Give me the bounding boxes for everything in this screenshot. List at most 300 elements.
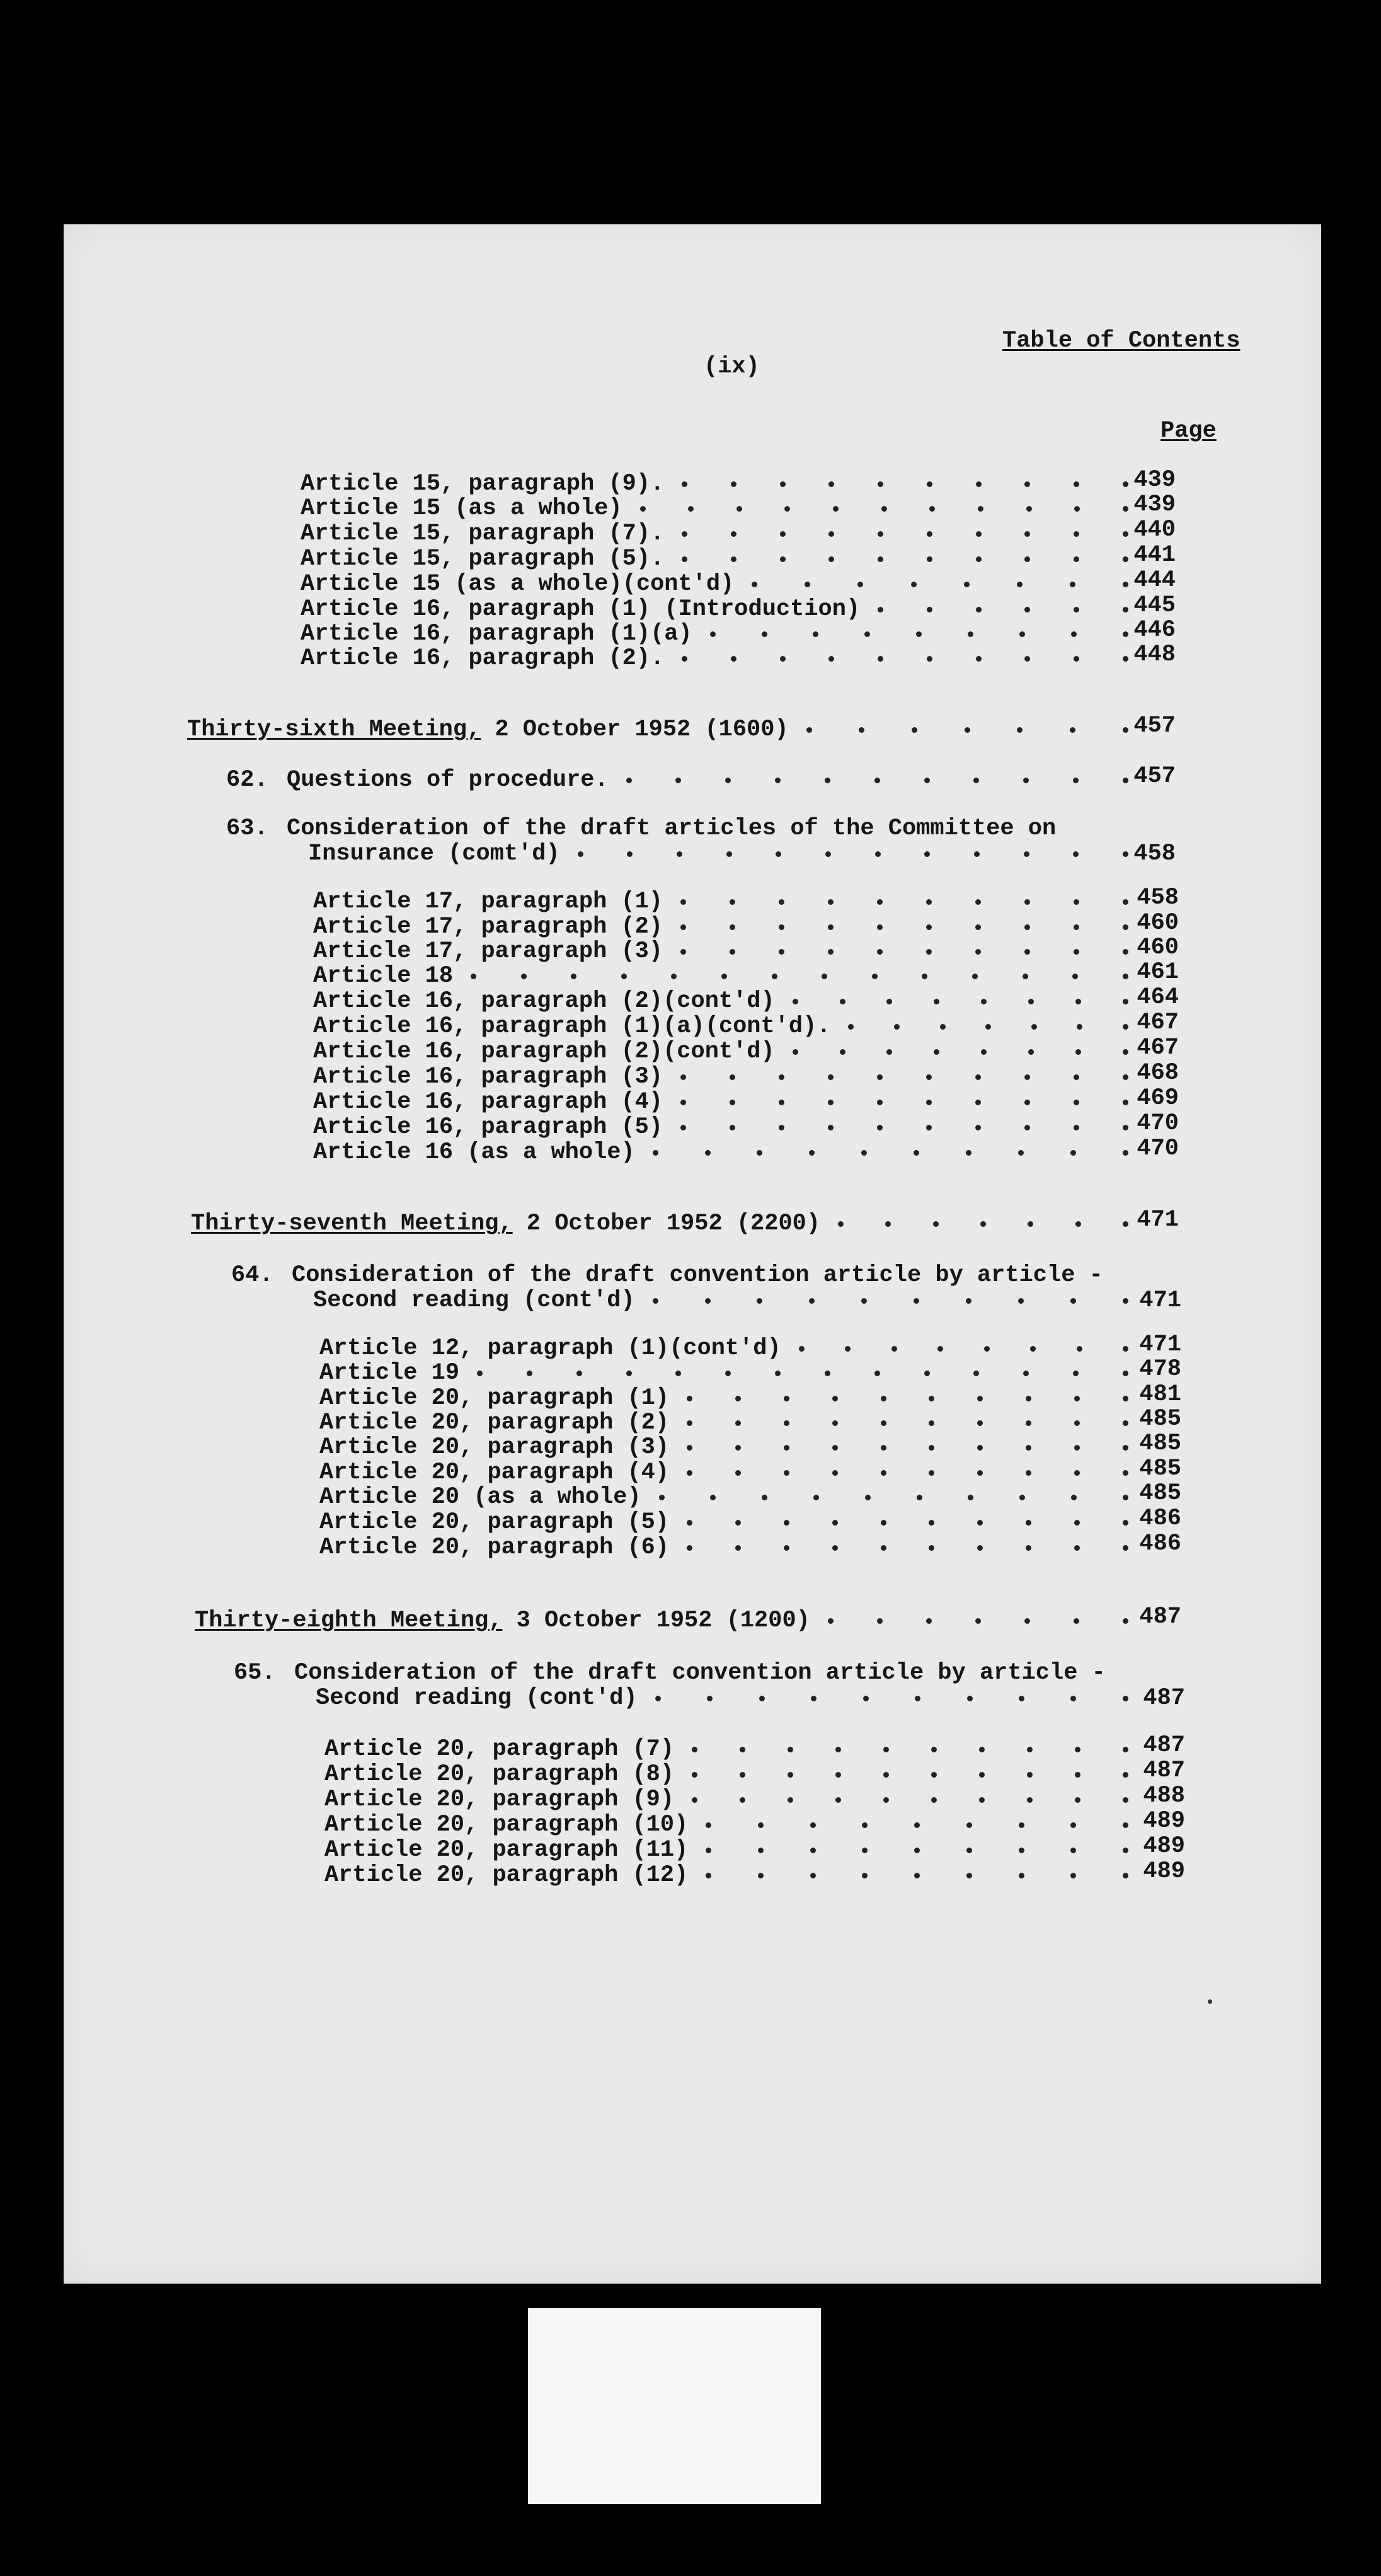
leader-dot (1074, 656, 1079, 662)
leader-dot (926, 1618, 932, 1624)
leader-dot (1031, 1024, 1037, 1030)
leader-dot (735, 1420, 741, 1426)
leader-dot (835, 1772, 841, 1778)
leader-dot (881, 1520, 886, 1526)
leader-dot (675, 1371, 681, 1376)
leader-dot (973, 1371, 979, 1376)
page-ref: 468 (1137, 1060, 1179, 1086)
leader-dot (682, 531, 687, 537)
dot-leader (687, 1386, 1128, 1411)
article-entry-text: Article 20, paragraph (2) (319, 1410, 670, 1436)
page-ref: 485 (1139, 1456, 1181, 1482)
dot-leader (680, 1090, 1128, 1115)
leader-dot (966, 1848, 972, 1853)
item-number: 62. (226, 767, 268, 793)
leader-dot (725, 778, 731, 783)
leader-dot (692, 1797, 697, 1803)
page-ref: 489 (1143, 1808, 1185, 1834)
page-ref: 478 (1139, 1356, 1181, 1383)
leader-dot (832, 1470, 838, 1476)
dot-leader (828, 1608, 1128, 1633)
leader-dot (878, 607, 883, 612)
page-ref: 487 (1143, 1732, 1185, 1759)
article-entry-text: Article 20, paragraph (4) (319, 1459, 670, 1486)
meeting-title: Thirty-seventh Meeting, (191, 1210, 513, 1237)
leader-dot (927, 481, 932, 487)
leader-dot (891, 1346, 897, 1352)
leader-dot (1074, 1618, 1079, 1624)
leader-dot (687, 1520, 692, 1526)
leader-dot (828, 949, 834, 955)
leader-dot (878, 481, 883, 487)
leader-dot (758, 1822, 764, 1828)
leader-dot (877, 899, 883, 905)
leader-dot (838, 1221, 844, 1227)
leader-dot (977, 1445, 983, 1451)
leader-dot (885, 1221, 891, 1227)
article-entry-text: Article 20, paragraph (8) (324, 1761, 675, 1788)
article-entry-text: Article 20, paragraph (12) (324, 1862, 689, 1889)
leader-dot (1027, 1747, 1033, 1752)
leader-dot (688, 506, 694, 512)
page-ref: 439 (1133, 492, 1176, 518)
leader-dot (779, 924, 784, 930)
leader-dot (706, 1873, 711, 1878)
leader-dot (975, 949, 981, 955)
leader-dot (576, 1371, 582, 1376)
leader-dot (863, 1696, 869, 1701)
leader-dot (1019, 1873, 1024, 1878)
leader-dot (627, 851, 633, 857)
leader-dot (736, 506, 742, 512)
leader-dot (1024, 949, 1030, 955)
leader-dot (1074, 1470, 1080, 1476)
leader-dot (687, 1396, 692, 1401)
article-entry-text: Article 20, paragraph (5) (319, 1509, 670, 1536)
dot-leader (471, 963, 1128, 989)
leader-dot (775, 778, 781, 783)
leader-dot (878, 531, 883, 537)
leader-dot (762, 1495, 767, 1500)
leader-dot (912, 727, 917, 733)
leader-dot (877, 1618, 883, 1624)
article-entry-text: Article 16, paragraph (2). (301, 645, 665, 672)
leader-dot (740, 1747, 745, 1752)
dot-leader (626, 768, 1128, 793)
leader-dot (788, 1772, 793, 1778)
item-text: Questions of procedure. (287, 767, 609, 793)
leader-dot (687, 1545, 692, 1551)
leader-dot (926, 899, 932, 905)
leader-dot (927, 556, 932, 562)
leader-dot (929, 1545, 934, 1551)
leader-dot (477, 1371, 483, 1376)
page-ref: 440 (1133, 517, 1176, 543)
leader-dot (640, 506, 646, 512)
leader-dot (929, 1420, 934, 1426)
leader-dot (1024, 924, 1030, 930)
article-entry-text: Article 15, paragraph (7). (301, 520, 665, 547)
dot-leader (659, 1485, 1128, 1510)
article-entry-text: Article 15 (as a whole)(cont'd) (301, 571, 735, 597)
leader-dot (1027, 1772, 1033, 1778)
leader-dot (757, 1298, 762, 1304)
leader-dot (735, 1445, 741, 1451)
leader-dot (735, 1470, 741, 1476)
leader-dot (933, 1221, 939, 1227)
leader-dot (1075, 1221, 1081, 1227)
leader-dot (966, 1873, 972, 1878)
article-entry-text: Article 15, paragraph (9). (301, 471, 665, 497)
leader-dot (886, 999, 892, 1004)
page-ref: 485 (1139, 1480, 1181, 1507)
page-ref: 460 (1137, 910, 1179, 936)
leader-dot (730, 1125, 735, 1130)
leader-dot (1074, 607, 1079, 612)
leader-dot (731, 556, 736, 562)
leader-dot (571, 974, 576, 979)
dot-leader (706, 1863, 1128, 1888)
page-ref: 488 (1143, 1783, 1185, 1809)
leader-dot (788, 1797, 793, 1803)
leader-dot (1026, 1445, 1031, 1451)
leader-dot (832, 1420, 838, 1426)
leader-dot (825, 851, 831, 857)
leader-dot (730, 949, 735, 955)
dot-leader (680, 914, 1128, 940)
leader-dot (1019, 1495, 1025, 1500)
leader-dot (1018, 1150, 1024, 1156)
article-entry-text: Article 16, paragraph (3) (313, 1064, 663, 1090)
page-ref: 487 (1143, 1685, 1185, 1711)
leader-dot (914, 1150, 919, 1156)
page-ref: 441 (1133, 542, 1176, 568)
leader-dot (878, 556, 883, 562)
leader-dot (979, 1772, 985, 1778)
leader-dot (1026, 1420, 1031, 1426)
leader-dot (934, 999, 939, 1004)
leader-dot (1070, 1298, 1076, 1304)
leader-dot (731, 481, 736, 487)
leader-dot (775, 1371, 781, 1376)
leader-dot (1019, 1696, 1024, 1701)
leader-dot (883, 1772, 889, 1778)
leader-dot (828, 1074, 834, 1080)
leader-dot (730, 1100, 735, 1105)
leader-dot (735, 1545, 741, 1551)
leader-dot (1074, 1545, 1080, 1551)
leader-dot (926, 1125, 932, 1130)
item-text: Consideration of the draft convention article by article - (292, 1262, 1103, 1289)
page-ref: 458 (1133, 841, 1176, 867)
leader-dot (784, 1396, 789, 1401)
leader-dot (881, 506, 887, 512)
leader-dot (730, 924, 735, 930)
leader-dot (1024, 1100, 1030, 1105)
meeting-date: 3 October 1952 (1200) (502, 1607, 810, 1634)
leader-dot (1024, 1618, 1030, 1624)
dot-leader (799, 1336, 1128, 1361)
leader-dot (929, 1445, 934, 1451)
meeting-title: Thirty-sixth Meeting, (187, 716, 481, 743)
leader-dot (1073, 778, 1079, 783)
leader-dot (979, 1797, 985, 1803)
leader-dot (1024, 531, 1030, 537)
paper-speck (1208, 1999, 1212, 2004)
page-ref: 485 (1139, 1406, 1181, 1432)
page-ref: 448 (1133, 641, 1176, 668)
leader-dot (784, 1420, 789, 1426)
leader-dot (976, 656, 982, 662)
leader-dot (1072, 974, 1078, 979)
leader-dot (793, 999, 798, 1004)
leader-dot (937, 1346, 943, 1352)
leader-dot (927, 531, 932, 537)
leader-dot (784, 1470, 789, 1476)
leader-dot (1070, 1822, 1076, 1828)
leader-dot (1017, 727, 1023, 733)
dot-leader (687, 1460, 1128, 1485)
page-ref: 445 (1133, 592, 1176, 619)
leader-dot (931, 1797, 937, 1803)
meeting-date: 2 October 1952 (2200) (512, 1210, 821, 1237)
leader-dot (835, 1797, 841, 1803)
page-ref: 485 (1139, 1430, 1181, 1457)
leader-dot (825, 778, 830, 783)
article-entry-text: Article 20, paragraph (3) (319, 1434, 670, 1461)
leader-dot (1074, 899, 1079, 905)
leader-dot (975, 924, 981, 930)
leader-dot (810, 1848, 816, 1853)
leader-dot (726, 851, 732, 857)
article-entry-text: Article 20 (as a whole) (319, 1484, 641, 1510)
article-entry-text: Article 17, paragraph (1) (313, 888, 663, 915)
leader-dot (762, 631, 767, 637)
item-text-continued: Second reading (cont'd) (316, 1685, 638, 1711)
leader-dot (967, 1696, 973, 1701)
leader-dot (813, 1495, 819, 1500)
leader-dot (1024, 1125, 1030, 1130)
meeting-date: 2 October 1952 (1600) (481, 716, 789, 743)
leader-dot (1075, 1049, 1081, 1055)
leader-dot (977, 1545, 983, 1551)
leader-dot (1074, 531, 1079, 537)
leader-dot (828, 656, 834, 662)
leader-dot (1074, 1100, 1079, 1105)
article-entry-text: Article 20, paragraph (9) (324, 1786, 675, 1813)
leader-dot (877, 1125, 883, 1130)
leader-dot (1024, 899, 1030, 905)
article-entry-text: Article 16, paragraph (1)(a)(cont'd). (313, 1013, 831, 1040)
leader-dot (828, 899, 834, 905)
dot-leader (653, 1288, 1128, 1313)
leader-dot (740, 1772, 745, 1778)
leader-dot (878, 656, 883, 662)
leader-dot (805, 582, 810, 587)
leader-dot (706, 1848, 711, 1853)
leader-dot (1017, 582, 1023, 587)
dot-leader (687, 1410, 1128, 1435)
dot-leader (687, 1435, 1128, 1460)
leader-dot (1074, 1445, 1080, 1451)
leader-dot (653, 1150, 658, 1156)
leader-dot (874, 778, 880, 783)
leader-dot (881, 1545, 886, 1551)
leader-dot (835, 1747, 841, 1752)
leader-dot (883, 1797, 889, 1803)
leader-dot (687, 1420, 692, 1426)
leader-dot (740, 1797, 745, 1803)
leader-dot (833, 506, 839, 512)
page-ref: 471 (1137, 1207, 1179, 1233)
blank-card (528, 2308, 821, 2504)
dot-leader (692, 1737, 1128, 1762)
leader-dot (924, 778, 930, 783)
item-number: 65. (234, 1660, 276, 1686)
dot-leader (682, 546, 1128, 572)
leader-dot (914, 1873, 920, 1878)
article-entry-text: Article 17, paragraph (2) (313, 914, 663, 940)
leader-dot (757, 1150, 762, 1156)
leader-dot (779, 1125, 784, 1130)
leader-dot (1070, 582, 1075, 587)
leader-dot (1074, 556, 1079, 562)
leader-dot (626, 778, 632, 783)
leader-dot (862, 1848, 868, 1853)
leader-dot (883, 1747, 889, 1752)
leader-dot (1074, 1125, 1079, 1130)
leader-dot (968, 1495, 973, 1500)
leader-dot (813, 631, 818, 637)
page-ref: 470 (1137, 1110, 1179, 1137)
leader-dot (1026, 1470, 1031, 1476)
item-text: Consideration of the draft convention article by article - (294, 1660, 1106, 1686)
dot-leader (578, 841, 1128, 866)
leader-dot (926, 1100, 932, 1105)
leader-dot (1028, 1221, 1033, 1227)
leader-dot (1027, 1797, 1033, 1803)
leader-dot (917, 1495, 922, 1500)
leader-dot (894, 1024, 900, 1030)
leader-dot (680, 1074, 686, 1080)
leader-dot (653, 1298, 658, 1304)
page-ref: 481 (1139, 1381, 1181, 1408)
leader-dot (682, 656, 687, 662)
article-entry-text: Article 20, paragraph (1) (319, 1385, 670, 1412)
leader-dot (864, 631, 870, 637)
page-ref: 464 (1137, 984, 1179, 1011)
article-entry-text: Article 15, paragraph (5). (301, 546, 665, 572)
leader-dot (922, 974, 927, 979)
leader-dot (1074, 506, 1080, 512)
leader-dot (707, 1696, 713, 1701)
leader-dot (926, 1074, 932, 1080)
leader-dot (914, 1822, 920, 1828)
article-entry-text: Article 16, paragraph (2)(cont'd) (313, 1038, 775, 1065)
dot-leader (653, 1140, 1128, 1165)
leader-dot (861, 1150, 867, 1156)
leader-dot (875, 851, 881, 857)
dot-leader (682, 646, 1128, 671)
article-entry-text: Article 20, paragraph (11) (324, 1837, 689, 1863)
leader-dot (1073, 851, 1079, 857)
leader-dot (731, 531, 736, 537)
page-header-title: Table of Contents (1002, 328, 1241, 354)
leader-dot (1071, 1495, 1077, 1500)
item-text: Consideration of the draft articles of the Committee on (287, 815, 1057, 842)
leader-dot (1026, 1545, 1031, 1551)
leader-dot (974, 851, 980, 857)
item-text-continued: Insurance (comt'd) (308, 841, 560, 867)
leader-dot (521, 974, 527, 979)
leader-dot (1075, 1747, 1080, 1752)
item-text-continued: Second reading (cont'd) (313, 1287, 635, 1314)
leader-dot (692, 1772, 697, 1778)
leader-dot (725, 1371, 731, 1376)
leader-dot (828, 924, 834, 930)
leader-dot (862, 1873, 868, 1878)
leader-dot (779, 1074, 784, 1080)
leader-dot (916, 631, 922, 637)
leader-dot (832, 1545, 838, 1551)
leader-dot (788, 1747, 793, 1752)
page-ref: 486 (1139, 1505, 1181, 1532)
leader-dot (977, 1420, 983, 1426)
leader-dot (682, 556, 687, 562)
article-entry-text: Article 20, paragraph (7) (324, 1736, 675, 1762)
leader-dot (1024, 607, 1030, 612)
leader-dot (811, 1696, 817, 1701)
leader-dot (1074, 481, 1079, 487)
leader-dot (1074, 1396, 1080, 1401)
leader-dot (931, 1747, 937, 1752)
leader-dot (857, 582, 863, 587)
article-entry-text: Article 16, paragraph (1) (Introduction) (301, 596, 861, 623)
article-entry-text: Article 16 (as a whole) (313, 1139, 635, 1166)
leader-dot (977, 1520, 983, 1526)
page-column-label: Page (1160, 418, 1217, 444)
leader-dot (1077, 1024, 1082, 1030)
leader-dot (759, 1696, 765, 1701)
dot-leader (655, 1686, 1128, 1711)
dot-leader (752, 572, 1128, 597)
leader-dot (758, 1848, 764, 1853)
leader-dot (926, 949, 932, 955)
leader-dot (832, 1445, 838, 1451)
page-ref: 457 (1133, 713, 1176, 739)
dot-leader (640, 496, 1128, 521)
dot-leader (706, 1837, 1128, 1863)
page-ref: 467 (1137, 1035, 1179, 1061)
leader-dot (799, 1346, 805, 1352)
leader-dot (1075, 999, 1081, 1004)
leader-dot (806, 727, 812, 733)
page-ref: 470 (1137, 1136, 1179, 1162)
leader-dot (687, 1470, 692, 1476)
article-entry-text: Article 16, paragraph (5) (313, 1114, 663, 1141)
leader-dot (1073, 1371, 1079, 1376)
leader-dot (924, 851, 930, 857)
leader-dot (872, 974, 878, 979)
dot-leader (806, 717, 1128, 742)
leader-dot (840, 1049, 845, 1055)
leader-dot (1023, 974, 1028, 979)
leader-dot (914, 1848, 920, 1853)
dot-leader (848, 1014, 1128, 1039)
page-ref: 471 (1139, 1331, 1181, 1358)
page-ref: 461 (1137, 959, 1179, 986)
leader-dot (975, 1125, 981, 1130)
